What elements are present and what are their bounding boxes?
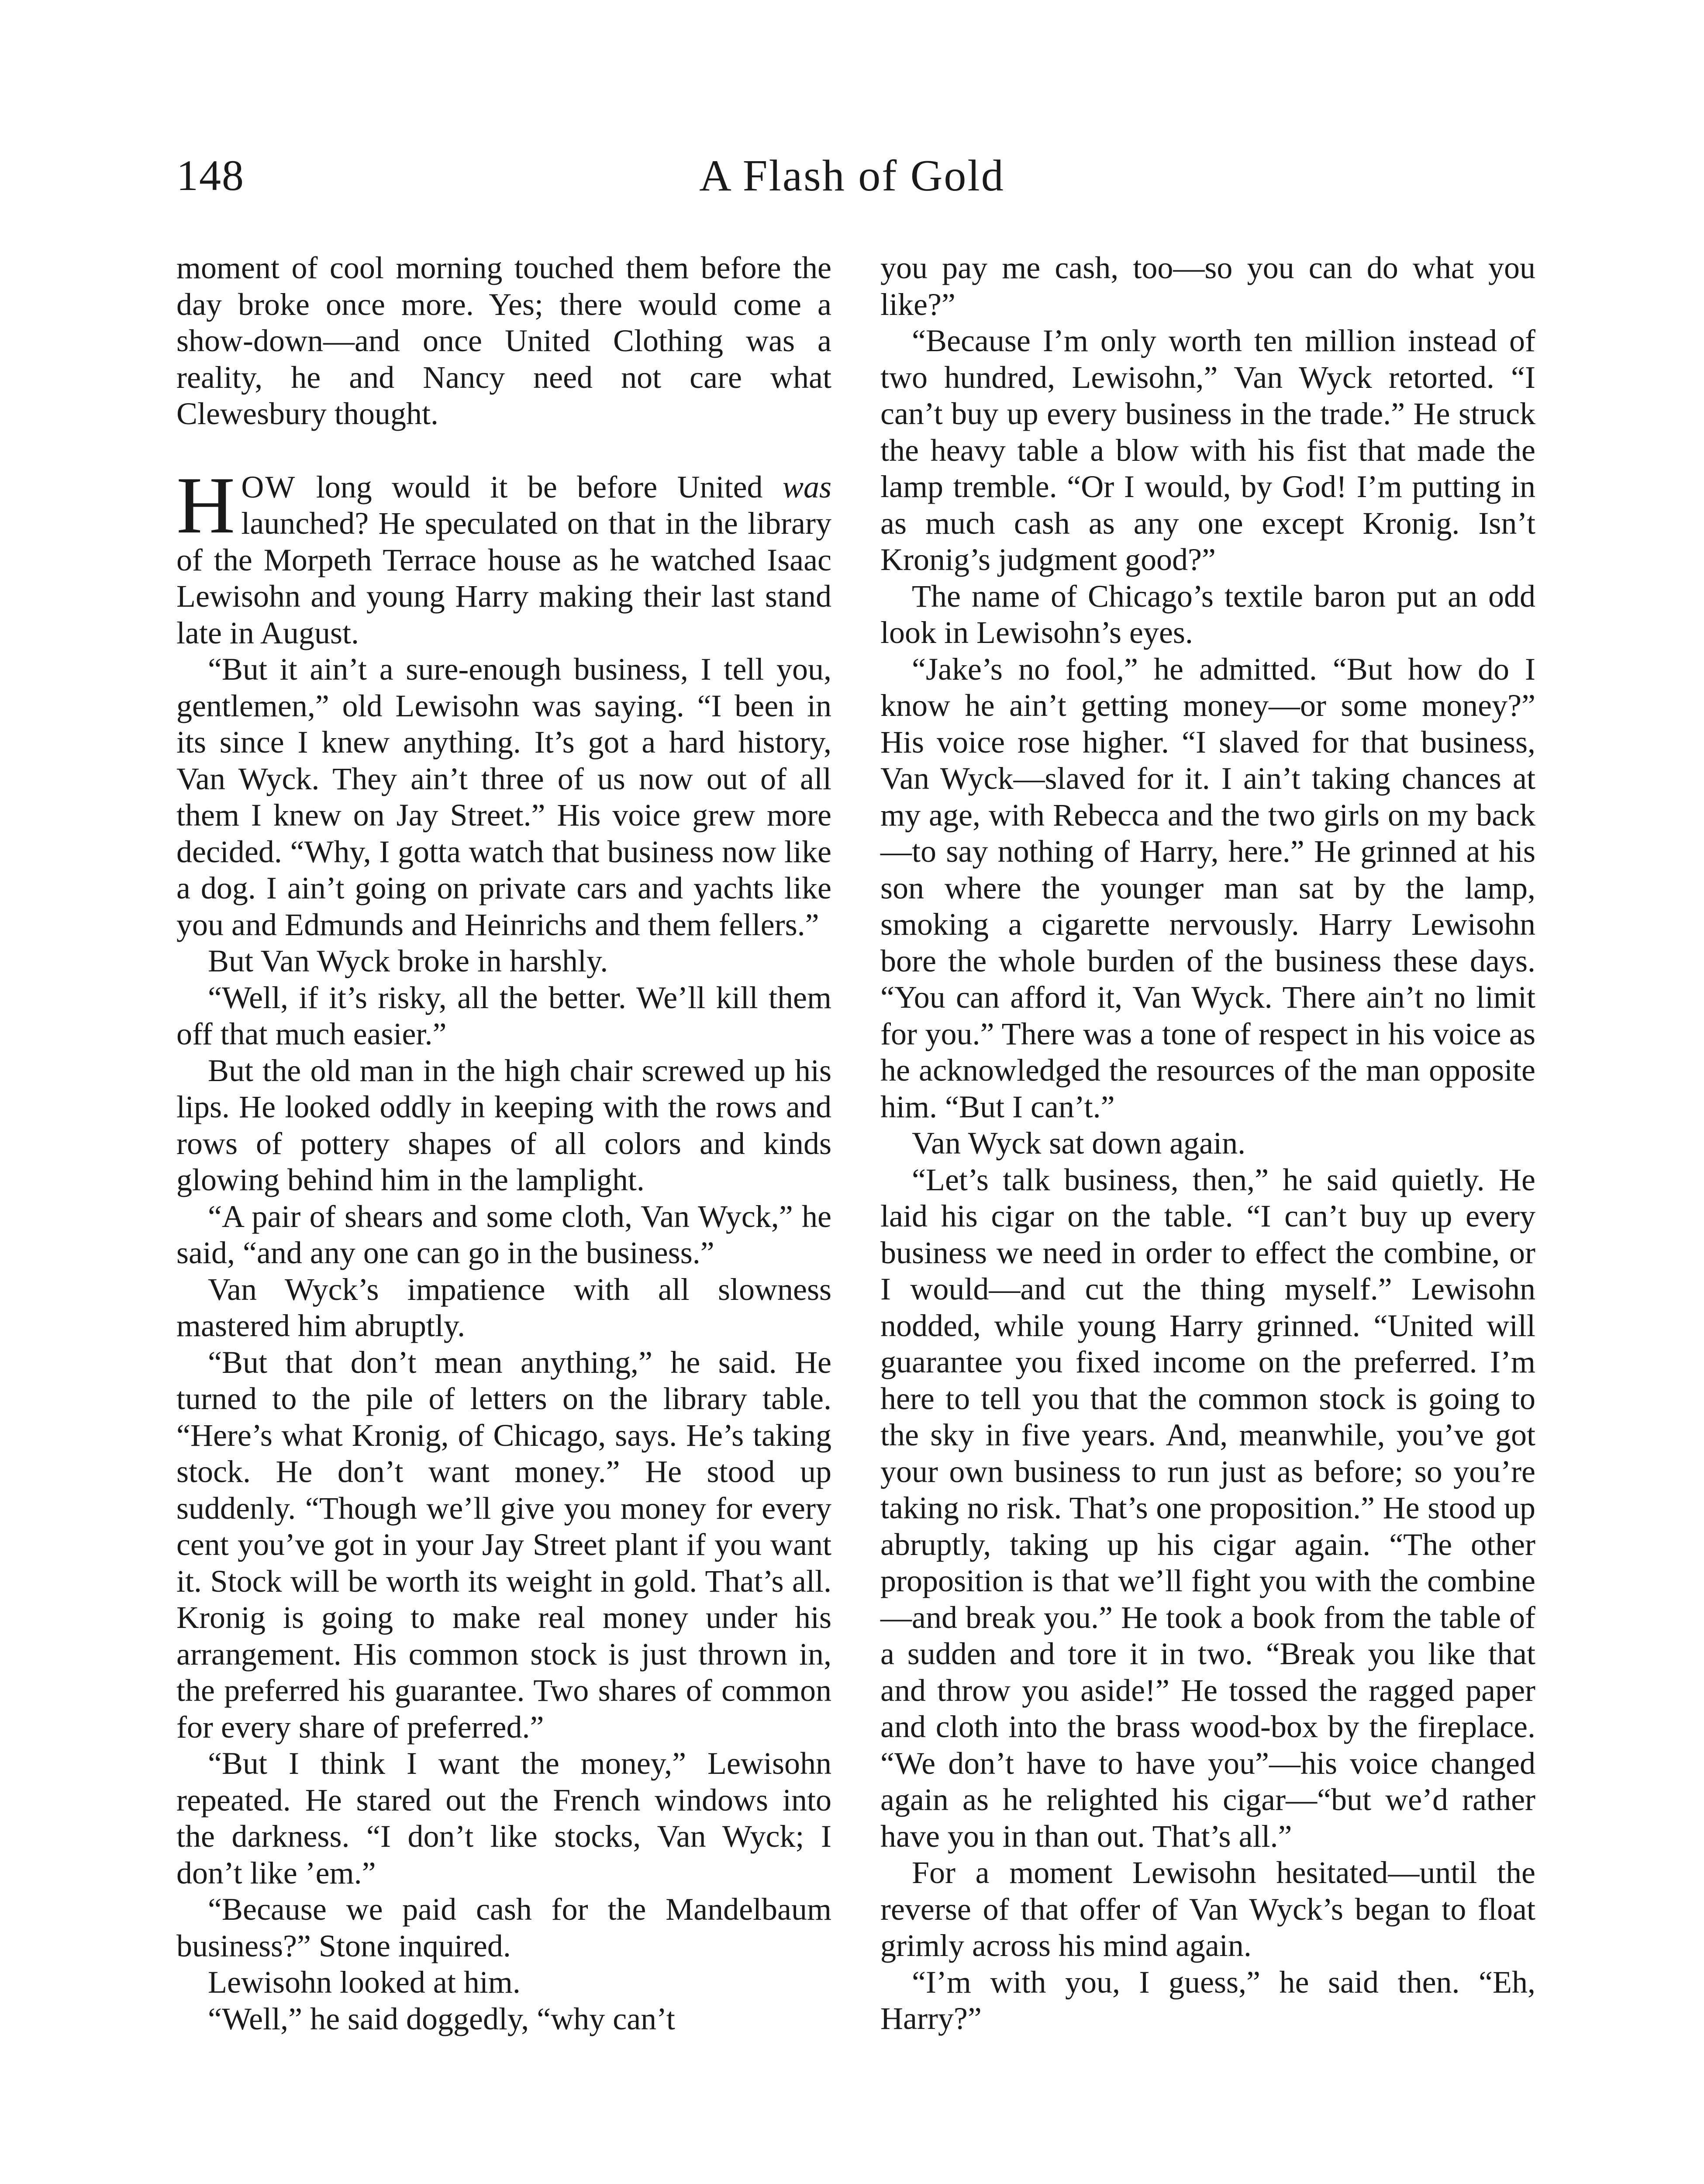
paragraph: But Van Wyck broke in harshly. bbox=[208, 943, 608, 978]
paragraph: “Well,” he said doggedly, “why can’t bbox=[208, 2001, 675, 2036]
italic-word: was bbox=[782, 469, 831, 505]
right-column bbox=[880, 250, 1535, 2037]
paragraph: you pay me cash, too—so you can do what you like?” bbox=[880, 250, 1535, 322]
paragraph: “But I think I want the money,” Lewisohn repeated. He stared out the French windows into the darkness. “I don’t like stocks, Van Wyck; I don’t like ’em.” bbox=[176, 1746, 831, 1890]
paragraph: “I’m with you, I guess,” he said then. “Eh, Harry?” bbox=[880, 1964, 1535, 2036]
paragraph: “But it ain’t a sure-enough business, I tell you, gentlemen,” old Lewisohn was saying. “I been in its since I knew anything. It’s got a hard history, Van Wyck. They ain’t three of us now out of all them I knew on Jay Street.” His voice grew more decided. “Why, I gotta watch that business now like a dog. I ain’t going on private cars and yachts like you and Edmunds and Heinrichs and them fellers.” bbox=[176, 652, 831, 942]
paragraph: “A pair of shears and some cloth, Van Wyck,” he said, “and any one can go in the business.” bbox=[176, 1199, 831, 1270]
paragraph: But the old man in the high chair screwed up his lips. He looked oddly in keeping with the rows and rows of pottery shapes of all colors and kinds glowing behind him in the lamplight. bbox=[176, 1053, 831, 1197]
paragraph: Lewisohn looked at him. bbox=[208, 1965, 521, 2000]
page-number: 148 bbox=[176, 151, 245, 200]
paragraph: For a moment Lewisohn hesitated—until the reverse of that offer of Van Wyck’s began to float grimly across his mind again. bbox=[880, 1855, 1535, 1963]
lead-in-caps: OW bbox=[241, 469, 297, 505]
running-title: A Flash of Gold bbox=[699, 151, 1005, 200]
paragraph: “But that don’t mean anything,” he said. He turned to the pile of letters on the library table. “Here’s what Kronig, of Chicago, says. He’s taking stock. He don’t want money.” He stood up suddenly. “Though we’ll give you money for every cent you’ve got in your Jay Street plant if you want it. Stock will be worth its weight in gold. That’s all. Kronig is going to make real money under his arrangement. His common stock is just thrown in, the preferred his guarantee. Two shares of common for every share of preferred.” bbox=[176, 1344, 831, 1745]
paragraph: Van Wyck’s impatience with all slowness mastered him abruptly. bbox=[176, 1272, 831, 1343]
paragraph: “Because we paid cash for the Mandelbaum business?” Stone inquired. bbox=[176, 1892, 831, 1963]
paragraph: “Well, if it’s risky, all the better. We’ll kill them off that much easier.” bbox=[176, 980, 831, 1051]
paragraph: “Let’s talk business, then,” he said quietly. He laid his cigar on the table. “I can’t buy up every business we need in order to effect the combine, or I would—and cut the thing myself.” Lewisohn nodded, while young Harry grinned. “United will guarantee you fixed income on the preferred. I’m here to tell you that the common stock is going to the sky in five years. And, meanwhile, you’ve got your own business to run just as before; so you’re taking no risk. That’s one proposition.” He stood up abruptly, taking up his cigar again. “The other proposition is that we’ll fight you with the combine—and break you.” He took a book from the table of a sudden and tore it in two. “Break you like that and throw you aside!” He tossed the ragged paper and cloth into the brass wood-box by the fireplace. “We don’t have to have you”—his voice changed again as he relighted his cigar—“but we’d rather have you in than out. That’s all.” bbox=[880, 1162, 1535, 1854]
paragraph: The name of Chicago’s textile baron put an odd look in Lewisohn’s eyes. bbox=[880, 578, 1535, 650]
paragraph-text: launched? He speculated on that in the library of the Morpeth Terrace house as he watched Isaac Lewisohn and young Harry making their last stand late in August. bbox=[176, 506, 831, 650]
section-opening-paragraph bbox=[176, 460, 831, 652]
paragraph: “Because I’m only worth ten million instead of two hundred, Lewisohn,” Van Wyck retorted. “I can’t buy up every business in the trade.” He struck the heavy table a blow with his fist that made the lamp tremble. “Or I would, by God! I’m putting in as much cash as any one except Kronig. Isn’t Kronig’s judgment good?” bbox=[880, 323, 1535, 577]
drop-cap: H bbox=[176, 460, 235, 550]
paragraph-text: long would it be before United bbox=[296, 469, 783, 505]
paragraph: “Jake’s no fool,” he admitted. “But how do I know he ain’t getting money—or some money?” His voice rose higher. “I slaved for that business, Van Wyck—slaved for it. I ain’t taking chances at my age, with Rebecca and the two girls on my back—to say nothing of Harry, here.” He grinned at his son where the younger man sat by the lamp, smoking a cigarette nervously. Harry Lewisohn bore the whole burden of the business these days. “You can afford it, Van Wyck. There ain’t no limit for you.” There was a tone of respect in his voice as he acknowledged the resources of the man opposite him. “But I can’t.” bbox=[880, 651, 1535, 1124]
paragraph: moment of cool morning touched them before the day broke once more. Yes; there would come a show-down—and once United Clothing was a reality, he and Nancy need not care what Clewesbury thought. bbox=[176, 250, 831, 431]
paragraph: Van Wyck sat down again. bbox=[912, 1126, 1246, 1161]
left-column bbox=[176, 250, 831, 2037]
